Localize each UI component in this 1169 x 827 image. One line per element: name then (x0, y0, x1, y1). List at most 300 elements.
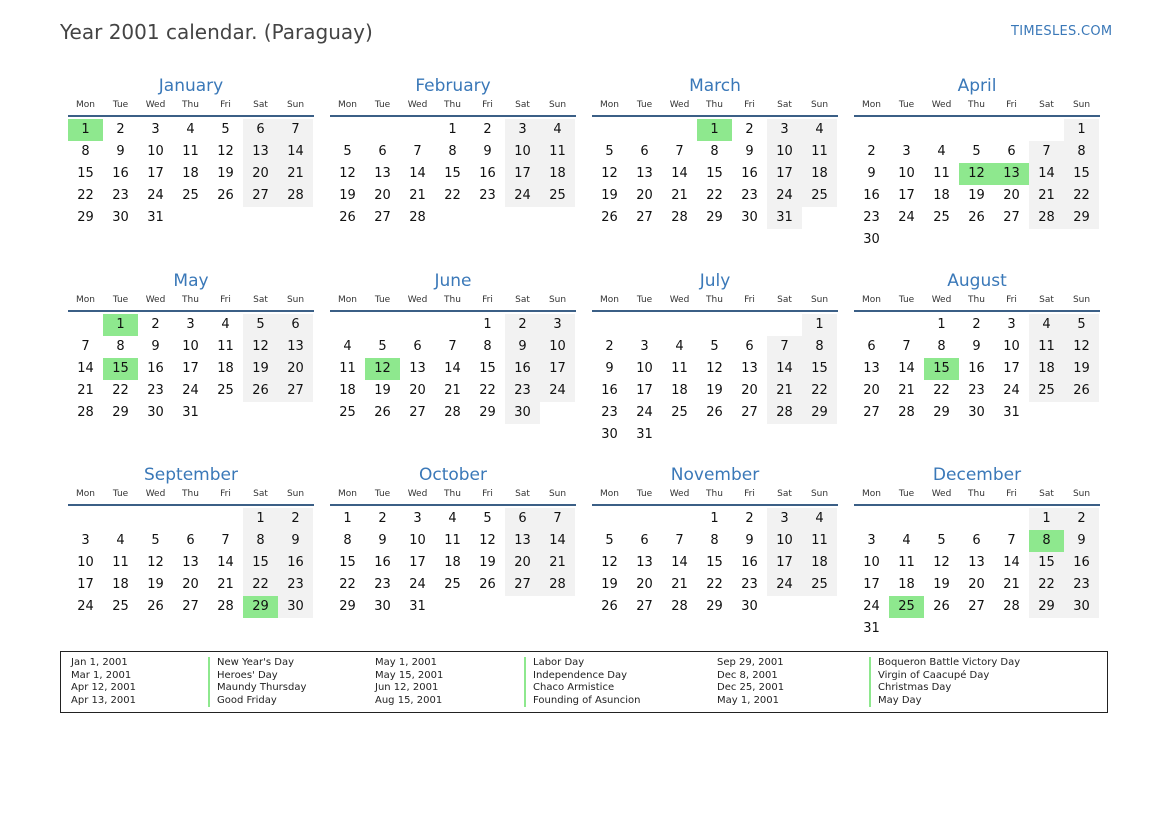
weekday-header (592, 294, 838, 307)
weekday-header (330, 488, 576, 501)
weekday-header (330, 99, 576, 112)
day-cell: 4 (937, 144, 946, 159)
weekend-day-cell: 4 (802, 119, 837, 141)
holiday-day-cell: 12 (365, 358, 400, 380)
month-title: December (932, 465, 1022, 485)
month-divider (68, 310, 314, 312)
week-row (330, 596, 576, 618)
day-cell: 1 (710, 511, 719, 526)
empty-cell (103, 508, 138, 530)
day-cell: 16 (863, 188, 880, 203)
day-cell: 18 (112, 577, 129, 592)
day-cell: 19 (147, 577, 164, 592)
weekend-day-cell: 28 (540, 574, 575, 596)
month-divider (330, 115, 576, 117)
day-cell: 9 (605, 361, 614, 376)
month-title: October (418, 465, 488, 485)
empty-cell (924, 119, 959, 141)
day-cell: 12 (601, 555, 618, 570)
week-row (592, 358, 838, 380)
empty-cell (400, 314, 435, 336)
day-cell: 31 (147, 210, 164, 225)
day-cell: 16 (112, 166, 129, 181)
day-cell: 21 (1003, 577, 1020, 592)
week-row (592, 336, 838, 358)
month-divider (854, 504, 1100, 506)
day-cell: 8 (81, 144, 90, 159)
day-cell: 24 (1003, 383, 1020, 398)
weekend-day-cell: 13 (505, 530, 540, 552)
empty-cell (68, 314, 103, 336)
empty-cell (1064, 618, 1099, 640)
empty-cell (138, 508, 173, 530)
weekend-day-cell: 19 (243, 358, 278, 380)
weekend-day-cell: 4 (802, 508, 837, 530)
weekend-day-cell: 14 (540, 530, 575, 552)
legend-date: Apr 13, 2001 (71, 694, 137, 706)
day-cell: 3 (81, 533, 90, 548)
day-cell: 15 (706, 166, 723, 181)
weekday-label: Tue (112, 295, 129, 305)
day-cell: 12 (147, 555, 164, 570)
day-grid (330, 314, 576, 424)
empty-cell (435, 596, 470, 618)
weekend-day-cell: 2 (1064, 508, 1099, 530)
weekday-label: Sun (1072, 295, 1091, 305)
weekday-label: Tue (898, 489, 915, 499)
weekday-label: Thu (182, 489, 199, 499)
weekend-day-cell: 1 (1029, 508, 1064, 530)
weekend-day-cell: 4 (540, 119, 575, 141)
day-cell: 20 (374, 188, 391, 203)
day-cell: 4 (186, 122, 195, 137)
day-cell: 20 (968, 577, 985, 592)
day-cell: 30 (112, 210, 129, 225)
month-title: March (689, 76, 741, 96)
day-cell: 9 (745, 144, 754, 159)
day-cell: 3 (151, 122, 160, 137)
weekend-day-cell: 7 (767, 336, 802, 358)
weekend-day-cell: 24 (767, 574, 802, 596)
month-february (330, 73, 576, 229)
day-cell: 5 (605, 144, 614, 159)
weekday-label: Sun (810, 295, 829, 305)
day-cell: 8 (937, 339, 946, 354)
day-cell: 20 (636, 577, 653, 592)
week-row (854, 380, 1100, 402)
legend-holiday-name: New Year's Day (208, 657, 294, 670)
day-cell: 16 (741, 166, 758, 181)
day-cell: 28 (898, 405, 915, 420)
day-cell: 28 (409, 210, 426, 225)
legend-holiday-name: Good Friday (208, 695, 277, 708)
weekend-day-cell: 17 (540, 358, 575, 380)
day-cell: 13 (741, 361, 758, 376)
weekend-day-cell: 20 (278, 358, 313, 380)
day-cell: 10 (898, 166, 915, 181)
day-cell: 17 (863, 577, 880, 592)
empty-cell (592, 508, 627, 530)
week-row (592, 185, 838, 207)
week-row (330, 207, 576, 229)
empty-cell (994, 618, 1029, 640)
empty-cell (330, 314, 365, 336)
day-cell: 8 (448, 144, 457, 159)
weekend-day-cell: 18 (802, 552, 837, 574)
day-cell: 30 (147, 405, 164, 420)
month-april (854, 73, 1100, 251)
weekend-day-cell: 25 (1029, 380, 1064, 402)
weekend-day-cell: 25 (540, 185, 575, 207)
weekend-day-cell: 30 (1064, 596, 1099, 618)
week-row (330, 402, 576, 424)
day-cell: 30 (601, 427, 618, 442)
day-cell: 8 (710, 144, 719, 159)
day-cell: 10 (147, 144, 164, 159)
day-cell: 23 (374, 577, 391, 592)
legend-date: Dec 8, 2001 (717, 669, 778, 681)
weekend-day-cell: 4 (1029, 314, 1064, 336)
empty-cell (889, 618, 924, 640)
weekday-label: Mon (76, 100, 95, 110)
legend-date: Jun 12, 2001 (375, 682, 439, 693)
day-cell: 19 (601, 577, 618, 592)
legend-holiday-name: Virgin of Caacupé Day (869, 670, 989, 683)
weekend-day-cell: 27 (243, 185, 278, 207)
month-divider (330, 504, 576, 506)
day-cell: 15 (706, 555, 723, 570)
weekend-day-cell: 6 (243, 119, 278, 141)
day-cell: 28 (671, 599, 688, 614)
weekday-label: Wed (931, 100, 952, 110)
weekday-header (854, 294, 1100, 307)
day-cell: 8 (710, 533, 719, 548)
day-cell: 8 (343, 533, 352, 548)
month-may (68, 268, 314, 424)
day-cell: 11 (898, 555, 915, 570)
day-cell: 5 (605, 533, 614, 548)
weekday-label: Mon (862, 100, 881, 110)
empty-cell (1029, 402, 1064, 424)
day-cell: 4 (448, 511, 457, 526)
week-row (68, 141, 314, 163)
day-cell: 7 (675, 144, 684, 159)
weekend-day-cell: 29 (802, 402, 837, 424)
day-cell: 18 (898, 577, 915, 592)
weekday-header (330, 294, 576, 307)
day-cell: 14 (898, 361, 915, 376)
day-cell: 18 (182, 166, 199, 181)
weekday-label: Fri (1006, 489, 1017, 499)
weekday-label: Fri (744, 489, 755, 499)
weekday-label: Wed (931, 489, 952, 499)
week-row (68, 380, 314, 402)
weekend-day-cell: 15 (1029, 552, 1064, 574)
day-cell: 25 (339, 405, 356, 420)
day-cell: 11 (217, 339, 234, 354)
day-cell: 14 (1003, 555, 1020, 570)
day-cell: 23 (601, 405, 618, 420)
day-cell: 29 (706, 210, 723, 225)
day-cell: 23 (112, 188, 129, 203)
weekend-day-cell: 15 (243, 552, 278, 574)
month-title: January (158, 76, 224, 96)
day-cell: 14 (217, 555, 234, 570)
day-cell: 25 (217, 383, 234, 398)
day-cell: 22 (444, 188, 461, 203)
day-cell: 27 (968, 599, 985, 614)
weekend-day-cell: 30 (505, 402, 540, 424)
day-cell: 19 (968, 188, 985, 203)
week-row (68, 119, 314, 141)
day-cell: 10 (863, 555, 880, 570)
weekday-label: Mon (76, 295, 95, 305)
weekday-label: Sun (548, 295, 567, 305)
empty-cell (732, 424, 767, 446)
legend-holiday-name: Independence Day (524, 670, 627, 683)
empty-cell (924, 618, 959, 640)
weekday-label: Sun (548, 100, 567, 110)
weekend-day-cell: 1 (243, 508, 278, 530)
day-cell: 22 (339, 577, 356, 592)
day-cell: 23 (863, 210, 880, 225)
week-row (68, 508, 314, 530)
day-cell: 28 (444, 405, 461, 420)
week-row (592, 141, 838, 163)
weekday-label: Wed (669, 489, 690, 499)
week-row (330, 119, 576, 141)
day-cell: 27 (374, 210, 391, 225)
day-cell: 5 (221, 122, 230, 137)
day-cell: 14 (671, 166, 688, 181)
day-cell: 22 (933, 383, 950, 398)
day-cell: 17 (409, 555, 426, 570)
week-row (854, 141, 1100, 163)
month-june (330, 268, 576, 424)
day-cell: 9 (151, 339, 160, 354)
day-cell: 21 (671, 188, 688, 203)
month-title: February (415, 76, 491, 96)
weekday-label: Mon (338, 295, 357, 305)
week-row (854, 207, 1100, 229)
empty-cell (470, 207, 505, 229)
day-cell: 13 (374, 166, 391, 181)
weekend-day-cell: 28 (1029, 207, 1064, 229)
month-divider (592, 115, 838, 117)
weekday-label: Sat (1039, 100, 1054, 110)
day-cell: 21 (444, 383, 461, 398)
weekend-day-cell: 12 (243, 336, 278, 358)
weekday-label: Sat (1039, 489, 1054, 499)
month-title: November (670, 465, 760, 485)
weekend-day-cell: 17 (767, 163, 802, 185)
weekend-day-cell: 3 (505, 119, 540, 141)
weekend-day-cell: 16 (505, 358, 540, 380)
day-cell: 5 (483, 511, 492, 526)
weekend-day-cell: 11 (802, 530, 837, 552)
empty-cell (767, 424, 802, 446)
weekend-day-cell: 19 (1064, 358, 1099, 380)
empty-cell (1029, 618, 1064, 640)
day-cell: 16 (968, 361, 985, 376)
weekend-day-cell: 9 (278, 530, 313, 552)
day-cell: 2 (378, 511, 387, 526)
day-cell: 22 (706, 188, 723, 203)
week-row (592, 119, 838, 141)
day-cell: 4 (675, 339, 684, 354)
empty-cell (889, 508, 924, 530)
weekday-header (592, 99, 838, 112)
day-cell: 9 (378, 533, 387, 548)
day-cell: 2 (151, 317, 160, 332)
week-row (592, 574, 838, 596)
day-cell: 17 (636, 383, 653, 398)
month-december (854, 462, 1100, 640)
day-cell: 5 (343, 144, 352, 159)
day-cell: 11 (339, 361, 356, 376)
weekend-day-cell: 21 (767, 380, 802, 402)
month-september (68, 462, 314, 618)
weekday-label: Tue (374, 489, 391, 499)
empty-cell (767, 314, 802, 336)
weekend-day-cell: 18 (802, 163, 837, 185)
day-cell: 19 (374, 383, 391, 398)
day-cell: 6 (640, 144, 649, 159)
weekend-day-cell: 26 (243, 380, 278, 402)
week-row (854, 336, 1100, 358)
legend-holiday-name: Labor Day (524, 657, 584, 670)
empty-cell (208, 207, 243, 229)
day-cell: 4 (902, 533, 911, 548)
day-cell: 2 (972, 317, 981, 332)
weekend-day-cell: 23 (278, 574, 313, 596)
weekend-day-cell: 10 (540, 336, 575, 358)
day-cell: 23 (147, 383, 164, 398)
week-row (592, 552, 838, 574)
day-cell: 6 (972, 533, 981, 548)
week-row (854, 530, 1100, 552)
weekday-label: Fri (744, 100, 755, 110)
day-cell: 10 (636, 361, 653, 376)
weekend-day-cell: 21 (1029, 185, 1064, 207)
day-grid (592, 119, 838, 229)
week-row (592, 596, 838, 618)
day-cell: 20 (741, 383, 758, 398)
weekend-day-cell: 24 (767, 185, 802, 207)
weekday-label: Thu (968, 489, 985, 499)
weekend-day-cell: 16 (278, 552, 313, 574)
empty-cell (854, 508, 889, 530)
page-title: Year 2001 calendar. (Paraguay) (60, 20, 373, 44)
day-cell: 18 (217, 361, 234, 376)
day-cell: 14 (444, 361, 461, 376)
weekday-label: Sat (253, 489, 268, 499)
day-cell: 29 (339, 599, 356, 614)
week-row (854, 229, 1100, 251)
weekday-label: Mon (600, 489, 619, 499)
day-cell: 10 (182, 339, 199, 354)
day-cell: 17 (77, 577, 94, 592)
day-cell: 25 (112, 599, 129, 614)
day-cell: 5 (710, 339, 719, 354)
weekend-day-cell: 27 (278, 380, 313, 402)
day-cell: 25 (444, 577, 461, 592)
weekday-label: Sat (1039, 295, 1054, 305)
day-cell: 5 (972, 144, 981, 159)
empty-cell (243, 207, 278, 229)
empty-cell (365, 119, 400, 141)
week-row (592, 163, 838, 185)
day-cell: 3 (902, 144, 911, 159)
day-cell: 29 (706, 599, 723, 614)
holiday-day-cell: 25 (889, 596, 924, 618)
day-cell: 4 (116, 533, 125, 548)
day-cell: 25 (182, 188, 199, 203)
weekend-day-cell: 3 (767, 119, 802, 141)
holiday-day-cell: 1 (68, 119, 103, 141)
week-row (330, 314, 576, 336)
day-cell: 22 (479, 383, 496, 398)
week-row (330, 185, 576, 207)
week-row (68, 574, 314, 596)
weekend-day-cell: 3 (540, 314, 575, 336)
empty-cell (540, 402, 575, 424)
weekend-day-cell: 24 (505, 185, 540, 207)
day-cell: 13 (863, 361, 880, 376)
empty-cell (697, 314, 732, 336)
day-cell: 9 (867, 166, 876, 181)
weekend-day-cell: 1 (802, 314, 837, 336)
weekday-label: Fri (482, 295, 493, 305)
day-cell: 21 (409, 188, 426, 203)
month-title: July (699, 271, 731, 291)
day-cell: 9 (745, 533, 754, 548)
month-divider (68, 504, 314, 506)
weekday-label: Wed (145, 100, 166, 110)
holiday-day-cell: 15 (924, 358, 959, 380)
weekend-day-cell: 21 (278, 163, 313, 185)
empty-cell (959, 618, 994, 640)
weekday-label: Thu (968, 100, 985, 110)
holiday-day-cell: 13 (994, 163, 1029, 185)
empty-cell (365, 314, 400, 336)
day-cell: 28 (77, 405, 94, 420)
holiday-day-cell: 8 (1029, 530, 1064, 552)
day-cell: 24 (863, 599, 880, 614)
weekday-label: Tue (898, 295, 915, 305)
day-cell: 25 (933, 210, 950, 225)
weekday-label: Wed (407, 295, 428, 305)
day-cell: 17 (1003, 361, 1020, 376)
legend-date: Jan 1, 2001 (71, 657, 128, 668)
brand-link[interactable]: TIMESLES.COM (1011, 24, 1113, 39)
day-cell: 1 (483, 317, 492, 332)
weekend-day-cell: 16 (1064, 552, 1099, 574)
weekday-label: Tue (898, 100, 915, 110)
weekday-label: Fri (482, 489, 493, 499)
weekend-day-cell: 23 (505, 380, 540, 402)
weekend-day-cell: 31 (767, 207, 802, 229)
legend-holiday-name: Maundy Thursday (208, 682, 306, 695)
weekend-day-cell: 22 (1064, 185, 1099, 207)
day-grid (330, 119, 576, 229)
weekday-label: Thu (706, 100, 723, 110)
day-cell: 27 (863, 405, 880, 420)
weekday-header (68, 294, 314, 307)
day-cell: 27 (741, 405, 758, 420)
weekday-label: Tue (636, 489, 653, 499)
day-cell: 25 (671, 405, 688, 420)
